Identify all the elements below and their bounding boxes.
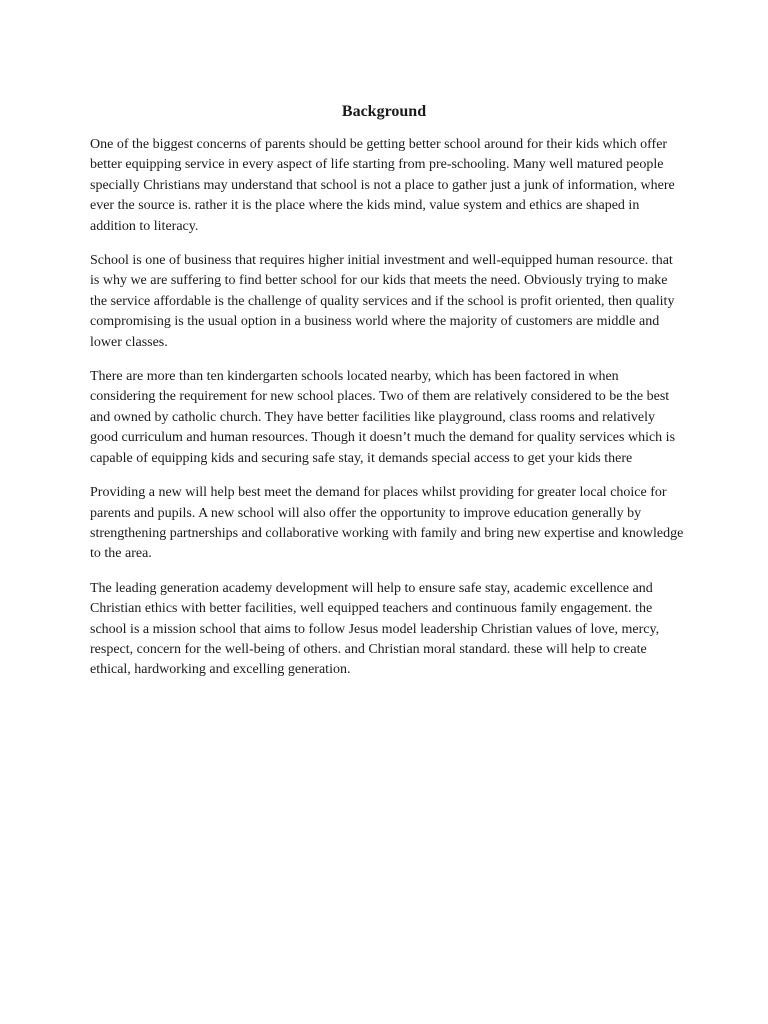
paragraph-2: School is one of business that requires higher initial investment and well-equipped human resource. that is why we are suffering to find better school for our kids that meets the need. Obviously trying to make the service affordable is the challenge of quality services and if the school is profit oriented, then quality compromising is the usual option in a business world where the majority of customers are middle and lower classes. bbox=[90, 253, 675, 350]
paragraph-5: The leading generation academy development will help to ensure safe stay, academic excellence and Christian ethics with better facilities, well equipped teachers and continuous family engagement. the school is a mission school that aims to follow Jesus model leadership Christian values of love, mercy, respect, concern for the well-being of others. and Christian moral standard. these will help to create ethical, hardworking and excelling generation. bbox=[90, 580, 660, 678]
paragraph-4: Providing a new will help best meet the demand for places whilst providing for greater local choice for parents and pupils. A new school will also offer the opportunity to improve education generally by strengthening partnerships and collaborative working with family and bring new expertise and knowledge to the area. bbox=[90, 485, 684, 562]
document-body bbox=[90, 135, 685, 695]
document-title: Background bbox=[341, 103, 427, 120]
paragraph-3: There are more than ten kindergarten schools located nearby, which has been factored in when considering the requirement for new school places. Two of them are relatively considered to be the best and owned by catholic church. They have better facilities like playground, class rooms and relatively good curriculum and human resources. Though it doesn’t much the demand for quality services which is capable of equipping kids and securing safe stay, it demands special access to get your kids there bbox=[90, 369, 676, 466]
paragraph-1: One of the biggest concerns of parents should be getting better school around for their kids which offer better equipping service in every aspect of life starting from pre-schooling. Many well matured people specially Christians may understand that school is not a place to gather just a junk of information, where ever the source is. rather it is the place where the kids mind, value system and ethics are shaped in addition to literacy. bbox=[90, 137, 675, 234]
